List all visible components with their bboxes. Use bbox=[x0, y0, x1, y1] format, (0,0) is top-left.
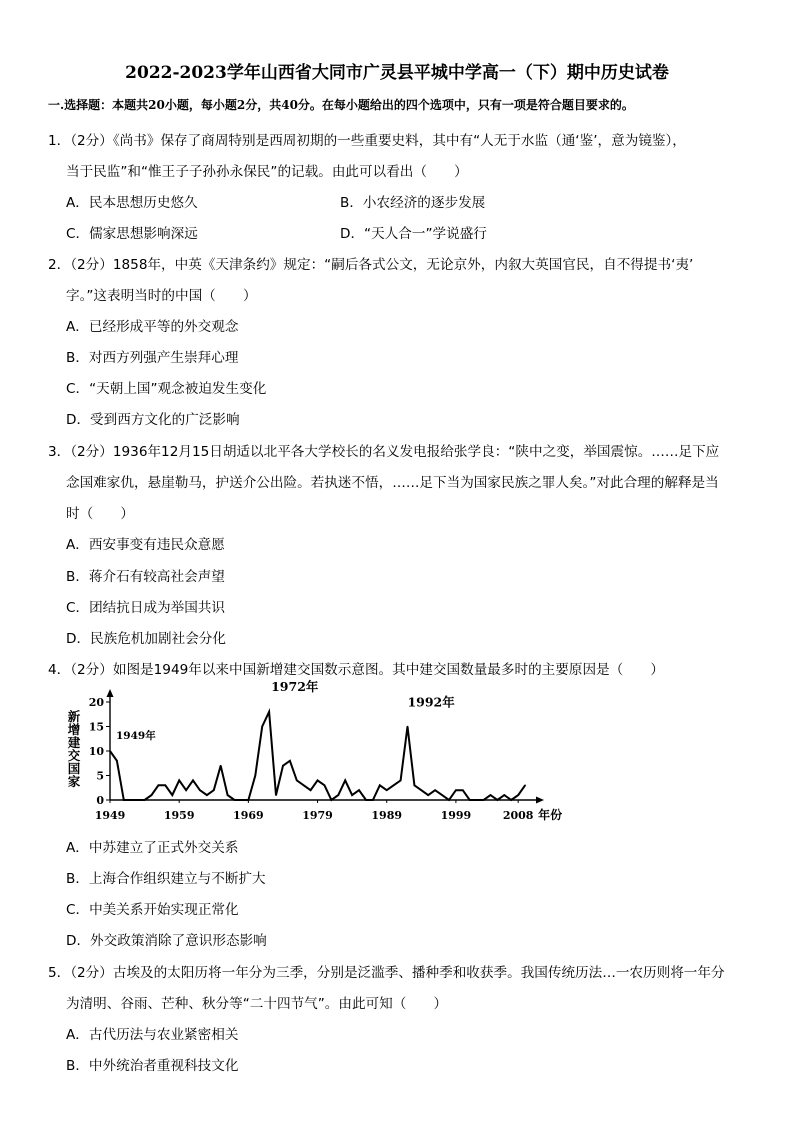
chart-data-point bbox=[414, 785, 416, 787]
question-4-option-a[interactable]: A．中苏建立了正式外交关系 bbox=[66, 840, 239, 856]
question-5-stem-line-2: 为清明、谷雨、芒种、秋分等“二十四节气”。由此可知（ ） bbox=[66, 996, 448, 1012]
chart-y-tick-label: 10 bbox=[88, 745, 104, 758]
chart-data-point bbox=[248, 799, 250, 801]
chart-data-point bbox=[268, 711, 270, 713]
chart-x-tick-label: 1949 bbox=[94, 809, 126, 822]
question-3-stem-line-2: 念国难家仇，悬崖勒马，护送介公出险。若执迷不悟，……足下当为国家民族之罪人矣。”对此合理的解释是当 bbox=[66, 475, 719, 491]
chart-data-point bbox=[185, 789, 187, 791]
chart-data-point bbox=[351, 794, 353, 796]
chart-data-point bbox=[421, 789, 423, 791]
chart-data-point bbox=[254, 775, 256, 777]
chart-y-axis-label-char: 交 bbox=[67, 748, 81, 763]
chart-data-point bbox=[116, 760, 118, 762]
chart-data-point bbox=[123, 799, 125, 801]
chart-data-point bbox=[344, 780, 346, 782]
chart-x-tick-label: 2008 bbox=[502, 809, 534, 822]
chart-data-point bbox=[310, 789, 312, 791]
question-2-option-d[interactable]: D．受到西方文化的广泛影响 bbox=[66, 412, 240, 428]
question-2-option-c[interactable]: C．“天朝上国”观念被迫发生变化 bbox=[66, 381, 267, 397]
chart-data-point bbox=[407, 726, 409, 728]
question-1-option-b[interactable]: B．小农经济的逐步发展 bbox=[340, 195, 486, 211]
chart-data-point bbox=[490, 794, 492, 796]
question-5-stem-line-1: 5．（2分）古埃及的太阳历将一年分为三季，分别是泛滥季、播种季和收获季。我国传统历法…一农历则将一年分 bbox=[48, 965, 725, 981]
chart-data-point bbox=[151, 794, 153, 796]
chart-data-point bbox=[365, 799, 367, 801]
chart-x-tick-label: 1999 bbox=[440, 809, 472, 822]
chart-y-axis-label-char: 建 bbox=[67, 735, 81, 750]
question-4-stem-line-1: 4．（2分）如图是1949年以来中国新增建交国数示意图。其中建交国数量最多时的主要原因是（ ） bbox=[48, 662, 665, 678]
chart-data-point bbox=[510, 799, 512, 801]
chart-data-point bbox=[524, 785, 526, 787]
chart-data-point bbox=[379, 785, 381, 787]
chart-data-point bbox=[171, 794, 173, 796]
chart-data-point bbox=[441, 794, 443, 796]
chart-data-point bbox=[178, 780, 180, 782]
question-2-stem-line-1: 2．（2分）1858年，中英《天津条约》规定：“嗣后各式公文，无论京外，内叙大英国官民，自不得提书‘夷’ bbox=[48, 257, 694, 273]
question-3-option-b[interactable]: B．蒋介石有较高社会声望 bbox=[66, 569, 225, 585]
chart-data-point bbox=[227, 794, 229, 796]
chart-annotation-label: 1949年 bbox=[116, 730, 156, 742]
chart-data-point bbox=[137, 799, 139, 801]
chart-data-point bbox=[213, 789, 215, 791]
question-3-stem-line-1: 3．（2分）1936年12月15日胡适以北平各大学校长的名义发电报给张学良：“陕中之变，举国震惊。……足下应 bbox=[48, 444, 720, 460]
question-3-stem-line-3: 时（ ） bbox=[66, 506, 134, 522]
chart-x-axis-arrow bbox=[536, 797, 544, 804]
chart-data-point bbox=[400, 780, 402, 782]
chart-data-point bbox=[296, 780, 298, 782]
chart-data-point bbox=[206, 794, 208, 796]
chart-y-axis-label-char: 新 bbox=[67, 709, 81, 724]
chart-data-point bbox=[317, 780, 319, 782]
question-5-option-a[interactable]: A．古代历法与农业紧密相关 bbox=[66, 1027, 239, 1043]
question-3-option-c[interactable]: C．团结抗日成为举国共识 bbox=[66, 600, 226, 616]
chart-data-point bbox=[165, 785, 167, 787]
chart-x-tick-label: 1989 bbox=[371, 809, 403, 822]
chart-data-point bbox=[331, 799, 333, 801]
chart-data-point bbox=[462, 789, 464, 791]
chart-data-point bbox=[372, 799, 374, 801]
chart-data-point bbox=[234, 799, 236, 801]
question-1-option-c[interactable]: C．儒家思想影响深远 bbox=[66, 226, 198, 242]
chart-data-point bbox=[393, 785, 395, 787]
chart-data-point bbox=[476, 799, 478, 801]
chart-x-axis-label: 年份 bbox=[538, 808, 563, 822]
chart-data-point bbox=[504, 794, 506, 796]
question-4-option-b[interactable]: B．上海合作组织建立与不断扩大 bbox=[66, 871, 266, 887]
question-3-option-d[interactable]: D．民族危机加剧社会分化 bbox=[66, 631, 226, 647]
chart-data-point bbox=[324, 785, 326, 787]
chart-data-point bbox=[497, 799, 499, 801]
chart-y-axis-arrow bbox=[107, 689, 114, 697]
chart-data-point bbox=[427, 794, 429, 796]
page-title: 2022-2023学年山西省大同市广灵县平城中学高一（下）期中历史试卷 bbox=[125, 63, 669, 83]
chart-data-point bbox=[469, 799, 471, 801]
question-1-stem-line-2: 当于民监”和“惟王子子孙孙永保民”的记载。由此可以看出（ ） bbox=[66, 164, 468, 180]
chart-data-point bbox=[455, 789, 457, 791]
chart-annotation-label: 1972年 bbox=[271, 678, 319, 694]
chart-data-point bbox=[517, 794, 519, 796]
chart-data-point bbox=[483, 799, 485, 801]
chart-y-axis-label bbox=[67, 709, 81, 789]
chart-data-point bbox=[241, 799, 243, 801]
chart-data-point bbox=[130, 799, 132, 801]
question-1-stem-line-1: 1．（2分）《尚书》保存了商周特别是西周初期的一些重要史料，其中有“人无于水监（通‘鉴’，意为镜鉴）， bbox=[48, 133, 686, 149]
question-2-stem-line-2: 字。”这表明当时的中国（ ） bbox=[66, 288, 257, 304]
chart-y-tick-label: 20 bbox=[88, 696, 104, 709]
question-1-option-a[interactable]: A．民本思想历史悠久 bbox=[66, 195, 198, 211]
chart-y-axis-label-char: 增 bbox=[67, 722, 81, 737]
chart-data-point bbox=[109, 750, 111, 752]
chart-data-point bbox=[199, 789, 201, 791]
chart-data-point bbox=[289, 760, 291, 762]
chart-data-point bbox=[448, 799, 450, 801]
question-3-option-a[interactable]: A．西安事变有违民众意愿 bbox=[66, 537, 225, 553]
chart-x-tick-label: 1969 bbox=[233, 809, 264, 822]
question-2-option-b[interactable]: B．对西方列强产生崇拜心理 bbox=[66, 350, 239, 366]
question-4-option-d[interactable]: D．外交政策消除了意识形态影响 bbox=[66, 933, 267, 949]
chart-annotation-label: 1992年 bbox=[407, 694, 455, 710]
chart-data-point bbox=[434, 789, 436, 791]
chart-data-point bbox=[158, 785, 160, 787]
chart-data-point bbox=[337, 794, 339, 796]
section-heading: 一.选择题：本题共20小题，每小题2分，共40分。在每小题给出的四个选项中，只有一项是符合题目要求的。 bbox=[48, 98, 634, 112]
chart-y-tick-label: 15 bbox=[88, 720, 104, 734]
chart-data-point bbox=[386, 789, 388, 791]
chart-data-point bbox=[358, 789, 360, 791]
question-1-option-d[interactable]: D．“天人合一”学说盛行 bbox=[340, 226, 487, 242]
chart-y-axis-label-char: 家 bbox=[67, 774, 81, 789]
chart-y-axis-label-char: 国 bbox=[67, 761, 81, 776]
chart-data-point bbox=[144, 799, 146, 801]
chart-data-point bbox=[220, 765, 222, 767]
chart-data-point bbox=[261, 726, 263, 728]
chart-y-tick-label: 5 bbox=[96, 769, 104, 783]
question-4-option-c[interactable]: C．中美关系开始实现正常化 bbox=[66, 902, 239, 918]
chart-x-tick-label: 1979 bbox=[302, 809, 333, 822]
chart-data-point bbox=[192, 780, 194, 782]
chart-data-point bbox=[282, 765, 284, 767]
chart-x-tick-label: 1959 bbox=[163, 809, 195, 822]
new-diplomatic-relations-chart bbox=[60, 678, 590, 830]
question-2-option-a[interactable]: A．已经形成平等的外交观念 bbox=[66, 319, 239, 335]
chart-data-point bbox=[275, 794, 277, 796]
chart-series-line bbox=[110, 712, 525, 800]
question-5-option-b[interactable]: B．中外统治者重视科技文化 bbox=[66, 1058, 239, 1074]
chart-y-tick-label: 0 bbox=[96, 794, 104, 807]
chart-data-point bbox=[303, 785, 305, 787]
